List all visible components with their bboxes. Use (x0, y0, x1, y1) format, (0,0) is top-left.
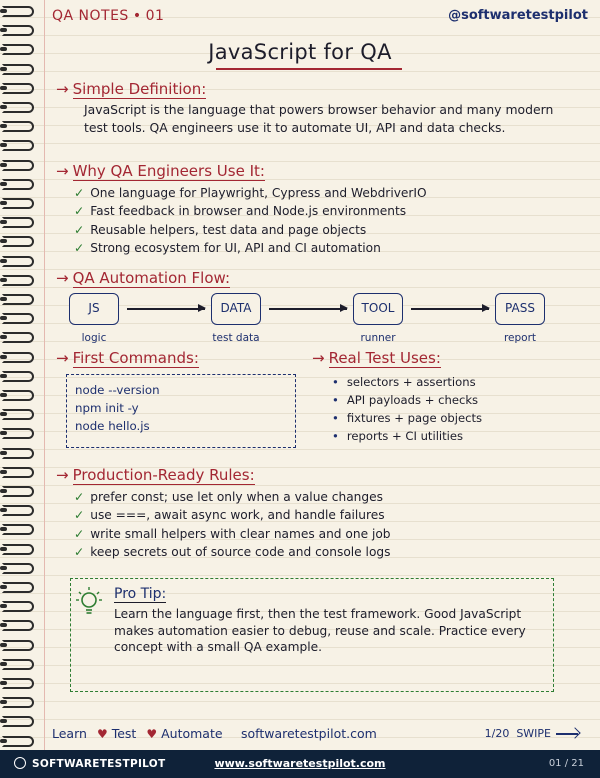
binding-ring (2, 236, 34, 247)
list-item: ✓ Reusable helpers, test data and page objects (74, 222, 367, 237)
list-item: • API payloads + checks (332, 393, 479, 407)
flow-label-test-data: test data (212, 332, 260, 344)
section-heading-commands: → First Commands: (56, 349, 199, 367)
section-heading-why: → Why QA Engineers Use It: (56, 162, 265, 180)
binding-ring (2, 620, 34, 631)
binding-ring (2, 601, 34, 612)
binding-ring (2, 6, 34, 17)
binding-ring (2, 524, 34, 535)
page-number: 01 / 21 (548, 758, 584, 769)
list-item: • reports + CI utilities (332, 429, 464, 443)
heart-icon: ♥ (96, 727, 108, 741)
binding-ring (2, 563, 34, 574)
progress-count: 1/20 (484, 727, 510, 740)
uses-list (332, 373, 482, 445)
list-item: • fixtures + page objects (332, 411, 483, 425)
binding-ring (2, 409, 34, 420)
flow-label-logic: logic (81, 332, 107, 344)
binding-ring (2, 140, 34, 151)
flow-arrow (127, 308, 205, 310)
check-icon: ✓ (74, 508, 85, 523)
binding-ring (2, 160, 34, 171)
check-icon: ✓ (74, 526, 85, 541)
pro-tip-heading: Pro Tip: (114, 586, 167, 602)
binding-ring (2, 582, 34, 593)
binding-ring (2, 25, 34, 36)
section-heading-uses: → Real Test Uses: (312, 349, 441, 367)
binding-ring (2, 716, 34, 727)
binding-ring (2, 697, 34, 708)
brand: SOFTWARETESTPILOT (14, 757, 165, 770)
swipe-label: SWIPE (516, 727, 551, 740)
rules-list (74, 488, 391, 561)
flow-arrow (411, 308, 489, 310)
swipe-indicator[interactable] (485, 727, 578, 740)
list-item: ✓ write small helpers with clear names and one job (74, 526, 391, 541)
command-line: node hello.js (75, 419, 150, 433)
flow-box-js: JS (69, 293, 119, 325)
heart-icon: ♥ (146, 727, 158, 741)
arrow-right-icon: → (56, 162, 69, 180)
command-line: node --version (75, 383, 160, 397)
bullet-separator: • (132, 8, 142, 24)
footer-tagline (52, 726, 223, 741)
handle: @softwaretestpilot (448, 8, 588, 23)
series-label (52, 8, 164, 24)
bottom-bar (0, 750, 600, 778)
flow-arrow (269, 308, 347, 310)
binding-ring (2, 371, 34, 382)
binding-ring (2, 256, 34, 267)
binding-ring (2, 505, 34, 516)
footer-word-learn: Learn (52, 726, 87, 741)
list-item: ✓ use ===, await async work, and handle failures (74, 508, 385, 523)
binding-ring (2, 428, 34, 439)
binding-ring (2, 313, 34, 324)
footer-word-test: Test (111, 726, 137, 741)
list-item: ✓ Fast feedback in browser and Node.js environments (74, 204, 407, 219)
section-heading-flow: → QA Automation Flow: (56, 269, 231, 287)
binding-ring (2, 198, 34, 209)
series-name: QA NOTES (52, 8, 129, 24)
title-underline (216, 68, 402, 70)
binding-ring (2, 83, 34, 94)
footer-word-automate: Automate (161, 726, 223, 741)
bullet-icon: • (332, 411, 339, 425)
binding-ring (2, 294, 34, 305)
bullet-icon: • (332, 429, 339, 443)
binding-ring (2, 121, 34, 132)
margin-line (44, 0, 45, 750)
why-list (74, 184, 427, 257)
flow-label-report: report (503, 332, 537, 344)
site-link[interactable]: www.softwaretestpilot.com (214, 757, 386, 770)
spiral-binding (0, 0, 40, 750)
check-icon: ✓ (74, 222, 85, 237)
binding-ring (2, 448, 34, 459)
list-item: ✓ One language for Playwright, Cypress and WebdriverIO (74, 186, 427, 200)
arrow-right-icon: → (56, 80, 69, 98)
list-item: ✓ Strong ecosystem for UI, API and CI automation (74, 240, 381, 255)
binding-ring (2, 102, 34, 113)
binding-ring (2, 64, 34, 75)
check-icon: ✓ (74, 490, 85, 504)
check-icon: ✓ (74, 240, 85, 255)
check-icon: ✓ (74, 204, 85, 219)
binding-ring (2, 659, 34, 670)
section-heading-definition: → Simple Definition: (56, 80, 207, 98)
pro-tip-text: Learn the language first, then the test framework. Good JavaScript makes automation easier to debug, reuse and scale. Practice every concept with a small QA example. (114, 607, 526, 654)
binding-ring (2, 390, 34, 401)
definition-text: JavaScript is the language that powers browser behavior and many modern test tools. QA engineers use it to automate UI, API and data checks. (84, 102, 554, 135)
flow-box-pass: PASS (495, 293, 545, 325)
flow-box-data: DATA (211, 293, 261, 325)
binding-ring (2, 486, 34, 497)
binding-ring (2, 352, 34, 363)
arrow-right-icon (556, 733, 578, 735)
list-item: • selectors + assertions (332, 375, 476, 389)
flow-label-runner: runner (360, 332, 396, 344)
command-line: npm init -y (75, 401, 139, 415)
check-icon: ✓ (74, 544, 85, 559)
list-item: ✓ prefer const; use let only when a value changes (74, 490, 383, 504)
section-heading-rules: → Production-Ready Rules: (56, 466, 255, 484)
binding-ring (2, 275, 34, 286)
check-icon: ✓ (74, 186, 85, 200)
list-item: ✓ keep secrets out of source code and console logs (74, 544, 391, 559)
binding-ring (2, 678, 34, 689)
binding-ring (2, 736, 34, 747)
arrow-right-icon: → (56, 466, 69, 484)
binding-ring (2, 640, 34, 651)
arrow-right-icon: → (56, 349, 69, 367)
bullet-icon: • (332, 375, 339, 389)
footer-site[interactable]: softwaretestpilot.com (241, 726, 377, 741)
arrow-right-icon: → (56, 269, 69, 287)
binding-ring (2, 544, 34, 555)
binding-ring (2, 217, 34, 228)
binding-ring (2, 332, 34, 343)
lightbulb-icon (76, 586, 102, 620)
commands-box (66, 374, 296, 448)
flow-box-tool: TOOL (353, 293, 403, 325)
binding-ring (2, 179, 34, 190)
page-title: JavaScript for QA (208, 40, 392, 64)
bullet-icon: • (332, 393, 339, 407)
series-number: 01 (145, 8, 165, 24)
arrow-right-icon: → (312, 349, 325, 367)
binding-ring (2, 467, 34, 478)
